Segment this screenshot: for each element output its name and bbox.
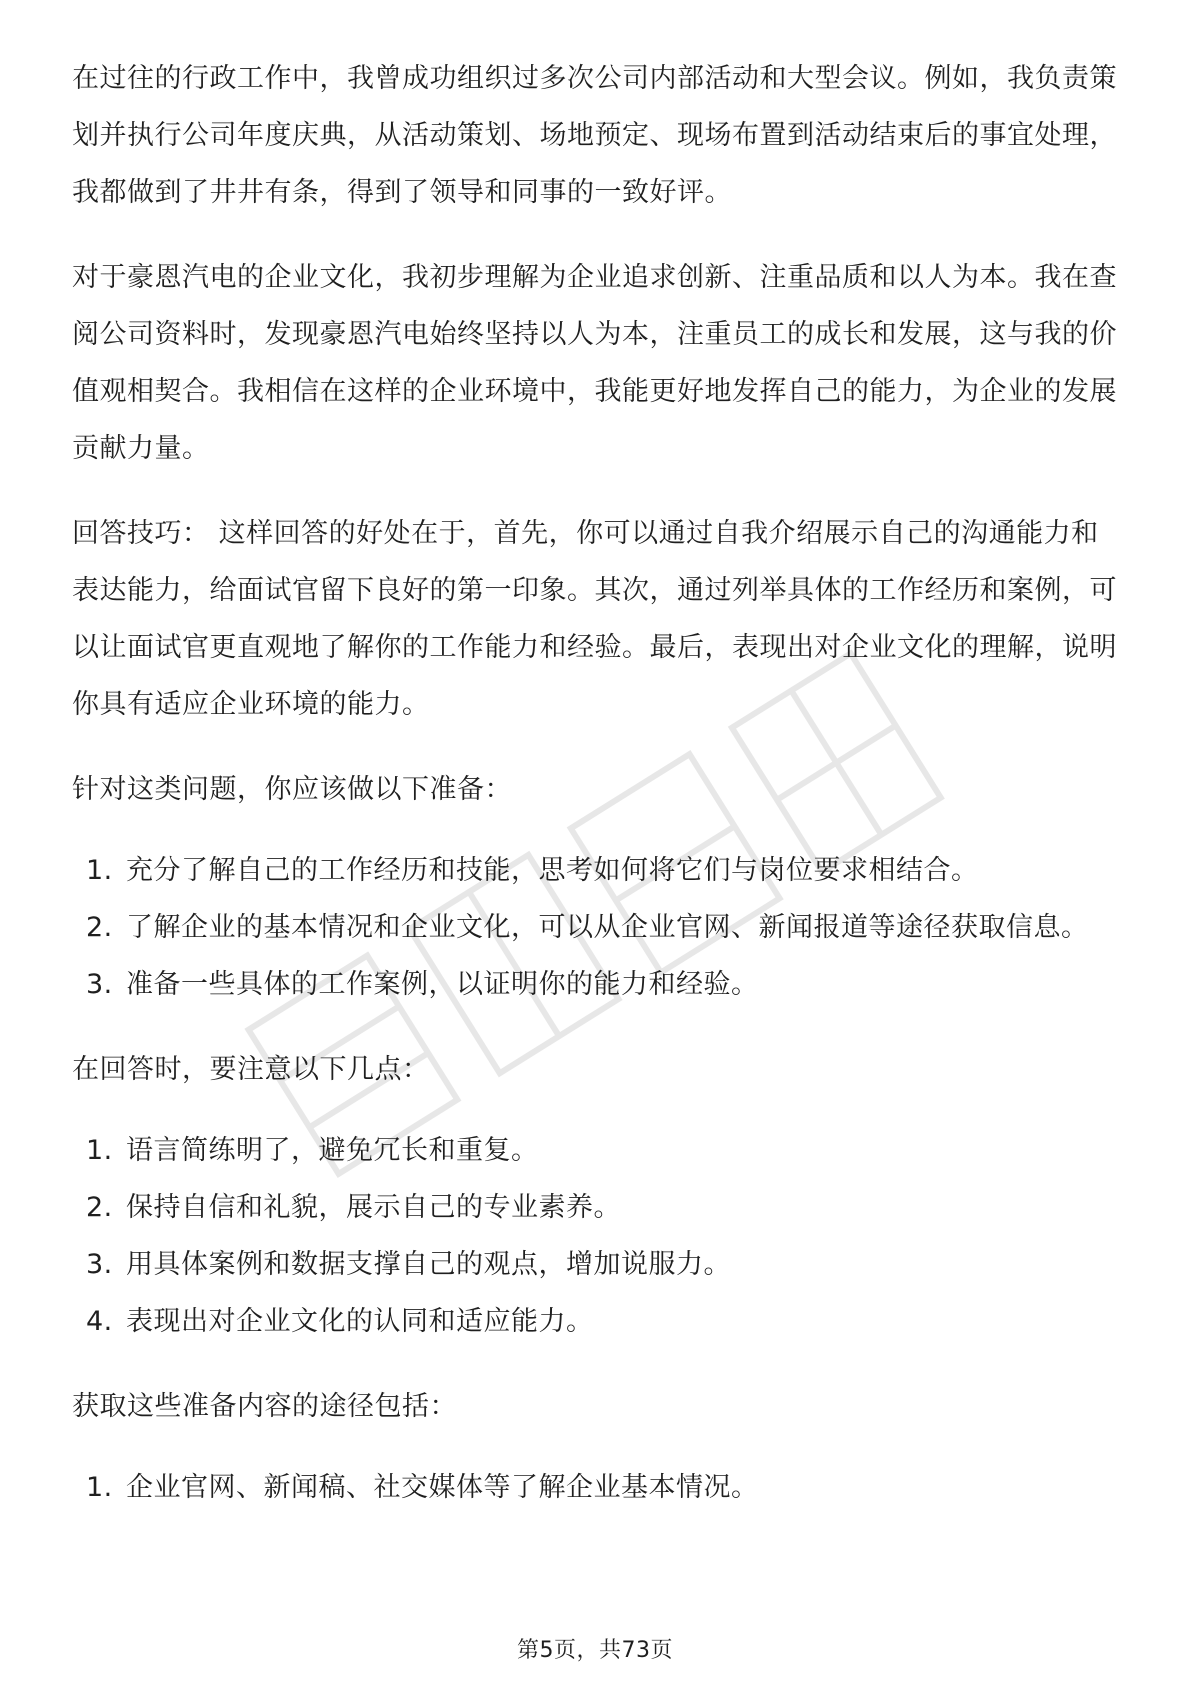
prep-list	[72, 842, 1122, 1013]
paragraph-culture: 对于豪恩汽电的企业文化，我初步理解为企业追求创新、注重品质和以人为本。我在查阅公司资料时，发现豪恩汽电始终坚持以人为本，注重员工的成长和发展，这与我的价值观相契合。我相信在这样的企业环境中，我能更好地发挥自己的能力，为企业的发展贡献力量。	[72, 262, 1117, 464]
paragraph-sources-intro: 获取这些准备内容的途径包括：	[72, 1391, 457, 1422]
list-item: 1. 企业官网、新闻稿、社交媒体等了解企业基本情况。	[86, 1472, 759, 1503]
paragraph-tips: 回答技巧： 这样回答的好处在于，首先，你可以通过自我介绍展示自己的沟通能力和表达能力，给面试官留下良好的第一印象。其次，通过列举具体的工作经历和案例，可以让面试官更直观地了解你的工作能力和经验。最后，表现出对企业文化的理解，说明你具有适应企业环境的能力。	[72, 518, 1117, 720]
list-item: 2. 了解企业的基本情况和企业文化，可以从企业官网、新闻报道等途径获取信息。	[86, 912, 1089, 943]
paragraph-notes-intro: 在回答时，要注意以下几点：	[72, 1054, 430, 1085]
sources-list	[72, 1459, 1122, 1516]
list-item: 3. 准备一些具体的工作案例，以证明你的能力和经验。	[86, 969, 759, 1000]
notes-list	[72, 1122, 1122, 1350]
page-number: 第5页，共73页	[517, 1638, 673, 1663]
paragraph-prep-intro: 针对这类问题，你应该做以下准备：	[72, 774, 512, 805]
document-body	[72, 50, 1122, 1516]
list-item: 1. 充分了解自己的工作经历和技能，思考如何将它们与岗位要求相结合。	[86, 855, 979, 886]
paragraph-experience: 在过往的行政工作中，我曾成功组织过多次公司内部活动和大型会议。例如，我负责策划并执行公司年度庆典，从活动策划、场地预定、现场布置到活动结束后的事宜处理，我都做到了井井有条，得到了领导和同事的一致好评。	[72, 63, 1117, 208]
list-item: 2. 保持自信和礼貌，展示自己的专业素养。	[86, 1192, 621, 1223]
list-item: 1. 语言简练明了，避免冗长和重复。	[86, 1135, 539, 1166]
list-item: 4. 表现出对企业文化的认同和适应能力。	[86, 1306, 594, 1337]
list-item: 3. 用具体案例和数据支撑自己的观点，增加说服力。	[86, 1249, 731, 1280]
